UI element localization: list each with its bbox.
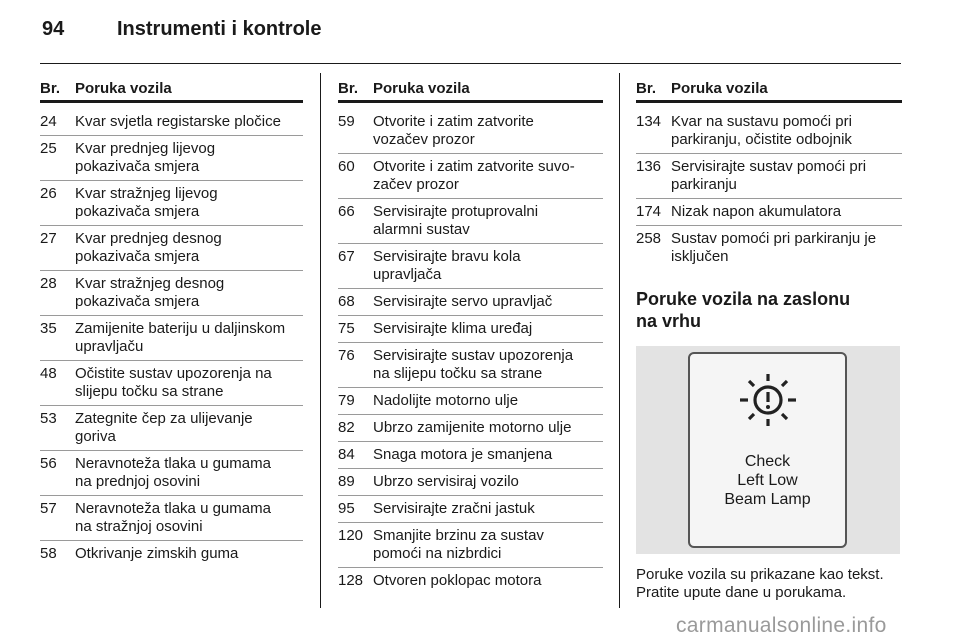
message-number: 82: [338, 419, 355, 436]
display-line: Left Low: [737, 472, 798, 489]
message-number: 58: [40, 545, 57, 562]
message-line: isključen: [671, 248, 729, 265]
message-line: parkiranju, očistite odbojnik: [671, 131, 852, 148]
message-number: 89: [338, 473, 355, 490]
message-number: 67: [338, 248, 355, 265]
message-line: pomoći na nizbrdici: [373, 545, 502, 562]
table-row: [40, 136, 303, 181]
message-line: Očistite sustav upozorenja na: [75, 365, 272, 382]
message-number: 59: [338, 113, 355, 130]
message-text: [671, 230, 902, 266]
message-line: Zategnite čep za ulijevanje: [75, 410, 253, 427]
display-screen: [688, 352, 847, 548]
table-row: [40, 451, 303, 496]
message-line: Snaga motora je smanjena: [373, 446, 553, 463]
display-line: Beam Lamp: [724, 491, 811, 508]
message-line: Otvorite i zatim zatvorite: [373, 113, 534, 130]
message-text: [373, 293, 603, 311]
message-number: 134: [636, 113, 662, 130]
message-line: Neravnoteža tlaka u gumama: [75, 500, 271, 517]
message-text: [75, 365, 303, 401]
message-number: 57: [40, 500, 57, 517]
message-line: Otvoren poklopac motora: [373, 572, 542, 589]
message-number: 128: [338, 572, 364, 589]
message-table-column-2: [338, 80, 603, 594]
message-line: slijepu točku sa strane: [75, 383, 224, 400]
message-text: [75, 500, 303, 536]
header-msg: Poruka vozila: [671, 80, 768, 97]
message-line: parkiranju: [671, 176, 737, 193]
message-line: Zamijenite bateriju u daljinskom: [75, 320, 286, 337]
section-heading: Poruke vozila na zaslonu na vrhu: [636, 289, 851, 331]
message-line: goriva: [75, 428, 116, 445]
message-line: Servisirajte zračni jastuk: [373, 500, 535, 517]
table-row: [636, 199, 902, 226]
table-header: [636, 80, 902, 103]
message-text: [373, 572, 603, 590]
message-text: [671, 158, 902, 194]
message-line: Nadolijte motorno ulje: [373, 392, 519, 409]
message-line: Servisirajte klima uređaj: [373, 320, 533, 337]
header-rule: [40, 63, 901, 64]
message-number: 48: [40, 365, 57, 382]
message-text: [373, 446, 603, 464]
message-text: [75, 230, 303, 266]
message-number: 53: [40, 410, 57, 427]
message-number: 95: [338, 500, 355, 517]
header-msg: Poruka vozila: [75, 80, 172, 97]
message-text: [671, 203, 902, 221]
table-row: [338, 289, 603, 316]
table-row: [338, 109, 603, 154]
message-text: [75, 545, 303, 563]
message-line: Smanjite brzinu za sustav: [373, 527, 544, 544]
table-row: [338, 415, 603, 442]
display-line: Check: [744, 453, 791, 470]
table-row: [636, 154, 902, 199]
table-row: [40, 226, 303, 271]
message-text: [75, 320, 303, 356]
message-text: [75, 140, 303, 176]
message-number: 75: [338, 320, 355, 337]
page-number: 94: [42, 18, 65, 40]
header-msg: Poruka vozila: [373, 80, 470, 97]
table-row: [338, 316, 603, 343]
message-table-column-1: [40, 80, 303, 567]
message-line: Servisirajte sustav upozorenja: [373, 347, 574, 364]
message-line: Servisirajte sustav pomoći pri: [671, 158, 867, 175]
table-row: [338, 469, 603, 496]
message-line: Nizak napon akumulatora: [671, 203, 842, 220]
message-text: [373, 248, 603, 284]
message-line: upravljaču: [75, 338, 144, 355]
header-num: Br.: [40, 80, 61, 97]
message-line: pokazivača smjera: [75, 248, 200, 265]
message-line: pokazivača smjera: [75, 203, 200, 220]
message-line: Ubrzo zamijenite motorno ulje: [373, 419, 572, 436]
message-line: na slijepu točku sa strane: [373, 365, 543, 382]
table-row: [636, 226, 902, 270]
table-row: [338, 496, 603, 523]
message-number: 28: [40, 275, 57, 292]
message-line: vozačev prozor: [373, 131, 475, 148]
message-number: 79: [338, 392, 355, 409]
table-row: [338, 154, 603, 199]
message-line: Kvar prednjeg lijevog: [75, 140, 216, 157]
message-text: [373, 158, 603, 194]
message-line: Servisirajte servo upravljač: [373, 293, 553, 310]
table-row: [40, 271, 303, 316]
message-number: 258: [636, 230, 662, 247]
message-number: 24: [40, 113, 57, 130]
message-line: upravljača: [373, 266, 442, 283]
table-row: [338, 343, 603, 388]
message-line: Kvar stražnjeg desnog: [75, 275, 225, 292]
message-line: začev prozor: [373, 176, 459, 193]
table-row: [40, 406, 303, 451]
message-line: Sustav pomoći pri parkiranju je: [671, 230, 877, 247]
watermark: carmanualsonline.info: [676, 614, 887, 637]
table-row: [40, 181, 303, 226]
table-row: [40, 316, 303, 361]
message-number: 56: [40, 455, 57, 472]
column-divider: [619, 73, 620, 608]
message-number: 68: [338, 293, 355, 310]
message-text: [75, 185, 303, 221]
message-line: Kvar stražnjeg lijevog: [75, 185, 218, 202]
table-row: [338, 568, 603, 594]
table-rows: [40, 109, 303, 567]
message-number: 84: [338, 446, 355, 463]
message-line: na prednjoj osovini: [75, 473, 201, 490]
message-number: 136: [636, 158, 662, 175]
table-row: [338, 388, 603, 415]
message-number: 27: [40, 230, 57, 247]
message-text: [75, 410, 303, 446]
message-number: 35: [40, 320, 57, 337]
table-row: [40, 496, 303, 541]
section-caption: Poruke vozila su prikazane kao tekst. Pratite upute dane u porukama.: [636, 566, 884, 601]
message-number: 66: [338, 203, 355, 220]
message-number: 120: [338, 527, 364, 544]
table-row: [338, 523, 603, 568]
message-line: Otvorite i zatim zatvorite suvo-: [373, 158, 575, 175]
message-text: [671, 113, 902, 149]
message-text: [373, 473, 603, 491]
message-text: [373, 419, 603, 437]
header-num: Br.: [636, 80, 657, 97]
message-line: pokazivača smjera: [75, 293, 200, 310]
message-number: 76: [338, 347, 355, 364]
message-text: [373, 113, 603, 149]
header-num: Br.: [338, 80, 359, 97]
message-text: [373, 527, 603, 563]
message-line: alarmni sustav: [373, 221, 470, 238]
message-text: [75, 275, 303, 311]
table-row: [338, 442, 603, 469]
message-line: Otkrivanje zimskih guma: [75, 545, 239, 562]
message-number: 26: [40, 185, 57, 202]
table-row: [40, 361, 303, 406]
message-number: 60: [338, 158, 355, 175]
display-message: [690, 452, 845, 509]
message-line: Ubrzo servisiraj vozilo: [373, 473, 519, 490]
bulb-failure-icon: [736, 372, 800, 434]
message-text: [75, 455, 303, 491]
message-text: [373, 392, 603, 410]
message-number: 174: [636, 203, 662, 220]
message-text: [373, 203, 603, 239]
message-line: Kvar na sustavu pomoći pri: [671, 113, 852, 130]
message-table-column-3: [636, 80, 902, 602]
table-row: [40, 109, 303, 136]
column-divider: [320, 73, 321, 608]
message-line: Servisirajte bravu kola: [373, 248, 521, 265]
table-row: [338, 244, 603, 289]
message-line: Kvar prednjeg desnog: [75, 230, 222, 247]
message-line: Neravnoteža tlaka u gumama: [75, 455, 271, 472]
table-header: [40, 80, 303, 103]
message-line: Servisirajte protuprovalni: [373, 203, 539, 220]
message-line: pokazivača smjera: [75, 158, 200, 175]
message-number: 25: [40, 140, 57, 157]
message-text: [373, 500, 603, 518]
message-text: [373, 347, 603, 383]
page-title: Instrumenti i kontrole: [117, 18, 322, 40]
message-text: [373, 320, 603, 338]
table-row: [338, 199, 603, 244]
table-rows: [338, 109, 603, 594]
table-row: [636, 109, 902, 154]
message-line: Kvar svjetla registarske pločice: [75, 113, 281, 130]
message-text: [75, 113, 303, 131]
table-rows: [636, 109, 902, 270]
message-line: na stražnjoj osovini: [75, 518, 203, 535]
head-up-display-image: [636, 346, 900, 554]
table-header: [338, 80, 603, 103]
table-row: [40, 541, 303, 567]
